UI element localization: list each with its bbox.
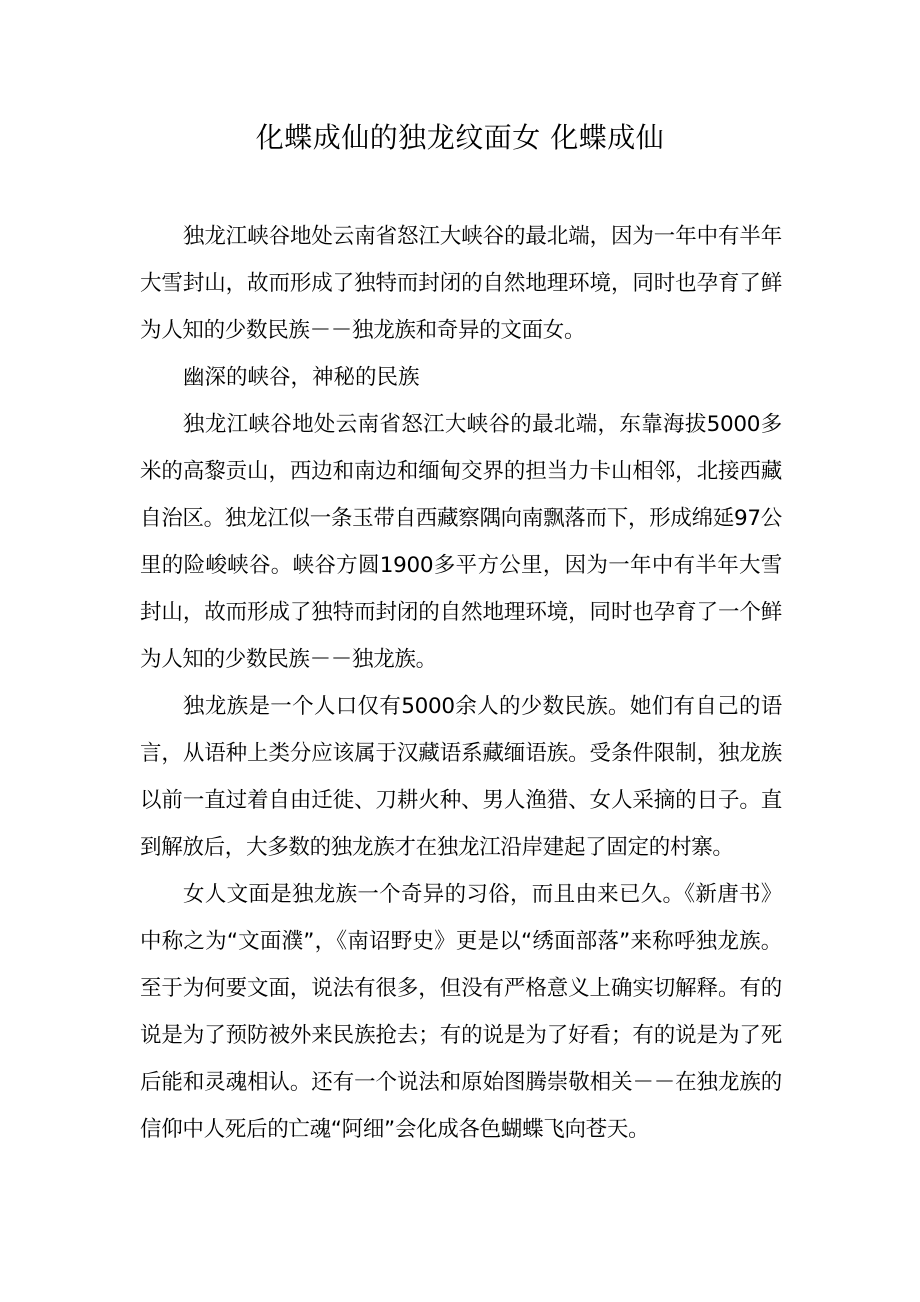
paragraph-people: 独龙族是一个人口仅有5000余人的少数民族。她们有自己的语言，从语种上类分应该属于汉藏语系藏缅语族。受条件限制，独龙族以前一直过着自由迁徙、刀耕火种、男人渔猎、女人采摘的日子。直到解放后，大多数的独龙族才在独龙江沿岸建起了固定的村寨。 [140,694,782,860]
document-title: 化蝶成仙的独龙纹面女 化蝶成仙 [255,121,665,154]
document-body [140,213,782,1153]
section-heading: 幽深的峡谷，神秘的民族 [183,365,420,390]
paragraph-geography: 独龙江峡谷地处云南省怒江大峡谷的最北端，东靠海拔5000多米的高黎贡山，西边和南边和缅甸交界的担当力卡山相邻，北接西藏自治区。独龙江似一条玉带自西藏察隅向南飘落而下，形成绵延97公里的险峻峡谷。峡谷方圆1900多平方公里，因为一年中有半年大雪封山，故而形成了独特而封闭的自然地理环境，同时也孕育了一个鲜为人知的少数民族－－独龙族。 [140,412,782,672]
paragraph-intro: 独龙江峡谷地处云南省怒江大峡谷的最北端，因为一年中有半年大雪封山，故而形成了独特而封闭的自然地理环境，同时也孕育了鲜为人知的少数民族－－独龙族和奇异的文面女。 [140,224,782,343]
paragraph-face-tattoo: 女人文面是独龙族一个奇异的习俗，而且由来已久。《新唐书》中称之为“文面濮”，《南诏野史》更是以“绣面部落”来称呼独龙族。至于为何要文面，说法有很多，但没有严格意义上确实切解释。有的说是为了预防被外来民族抢去；有的说是为了好看；有的说是为了死后能和灵魂相认。还有一个说法和原始图腾崇敬相关－－在独龙族的信仰中人死后的亡魂“阿细”会化成各色蝴蝶飞向苍天。 [140,882,782,1142]
